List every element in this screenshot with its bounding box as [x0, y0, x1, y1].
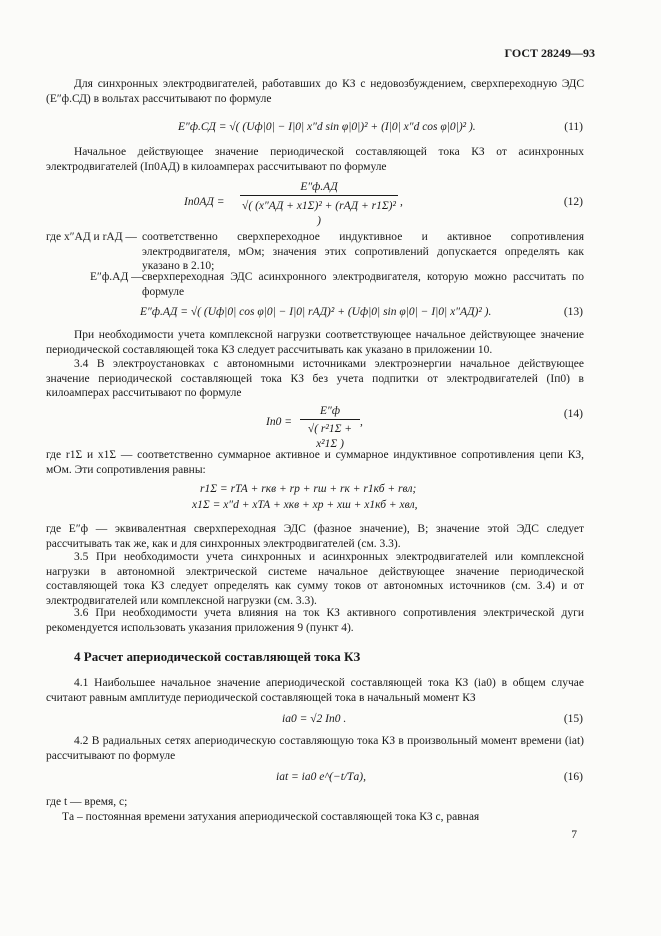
- paragraph-3-4: 3.4 В электроустановках с автономными источниками электроэнергии начальное действующее значение периодической составляющей тока КЗ без учета подпитки от электродвигателей (Iп0) в килоамперах рассчитывают по формуле: [46, 358, 584, 400]
- definition-xad-rad: [46, 230, 584, 274]
- definition-t: где t — время, с;: [46, 796, 128, 808]
- formula-11-number: (11): [564, 121, 583, 133]
- formula-14-numerator: E″ф: [320, 405, 340, 417]
- formula-15-body: iа0 = √2 Iп0 .: [282, 713, 347, 725]
- formula-12: [0, 180, 661, 230]
- formula-14: [0, 404, 661, 450]
- formula-12-number: (12): [563, 196, 583, 208]
- paragraph-4-1: 4.1 Наибольшее начальное значение апериодической составляющей тока КЗ (iа0) в общем случае считают равным амплитуде периодической составляющей тока в начальный момент КЗ: [46, 677, 584, 704]
- section-heading: 4 Расчет апериодической составляющей тока КЗ: [74, 649, 361, 664]
- formula-14-denominator: √( r²1Σ + x²1Σ ): [307, 423, 353, 450]
- paragraph-4-2: 4.2 В радиальных сетях апериодическую составляющую тока КЗ в произвольный момент времени (iаt) рассчитывают по формуле: [46, 735, 584, 762]
- equation-x1-body: x1Σ = x″d + xТА + xкв + xр + xш + x1кб + xвл,: [192, 499, 418, 511]
- fraction-bar: [300, 419, 360, 420]
- formula-11-body: E″ф.СД = √( (Uф|0| − I|0| x″d sin φ|0|)² + (I|0| x″d cos φ|0|)² ).: [178, 121, 476, 133]
- paragraph-r1-x1: где r1Σ и x1Σ — соответственно суммарное активное и суммарное индуктивное сопротивления цепи КЗ, мОм. Эти сопротивления равны:: [46, 449, 584, 476]
- formula-12-comma: ,: [400, 196, 403, 208]
- paragraph-async-current: Начальное действующее значение периодической составляющей тока КЗ от асинхронных электродвигателей (Iп0АД) в килоамперах рассчитывают по формуле: [46, 146, 584, 173]
- formula-16-body: iаt = iа0 e^(−t/Tа),: [276, 771, 367, 783]
- paragraph-3-5: 3.5 При необходимости учета синхронных и асинхронных электродвигателей или комплексной нагрузки в автономной электрической системе начальное действующее значение периодической составляющей тока КЗ следует определять как сумму токов от автономных источников (см. 3.4) и от электродвигателей или комплексной нагрузки (см. 3.3).: [46, 551, 584, 607]
- fraction-bar: [240, 195, 398, 196]
- page-header: ГОСТ 28249—93: [504, 46, 595, 60]
- definition-text: сверхпереходная ЭДС асинхронного электродвигателя, которую можно рассчитать по формуле: [142, 271, 584, 298]
- definition-ta: Tа – постоянная времени затухания апериодической составляющей тока КЗ с, равная: [62, 811, 480, 823]
- formula-14-comma: ,: [360, 416, 363, 428]
- paragraph-3-6: 3.6 При необходимости учета влияния на ток КЗ активного сопротивления электрической дуги рекомендуется использовать указания приложения 9 (пункт 4).: [46, 607, 584, 634]
- formula-12-lhs: Iп0АД =: [184, 196, 225, 208]
- formula-14-lhs: Iп0 =: [266, 416, 292, 428]
- definition-label: где x″АД и rАД —: [46, 231, 137, 243]
- definition-text: соответственно сверхпереходное индуктивное и активное сопротивления электродвигателя, мОм; значения этих сопротивлений допускается определять как указано в 2.10;: [142, 231, 584, 273]
- formula-12-denominator: √( (x″АД + x1Σ)² + (rАД + r1Σ)² ): [242, 200, 396, 227]
- formula-15-number: (15): [563, 713, 583, 725]
- paragraph-sync-motors: Для синхронных электродвигателей, работавших до КЗ с недовозбуждением, сверхпереходную ЭДС (E″ф.СД) в вольтах рассчитывают по формуле: [46, 78, 584, 105]
- formula-13-body: E″ф.АД = √( (Uф|0| cos φ|0| − I|0| rАД)² + (Uф|0| sin φ|0| − I|0| x″АД)² ).: [140, 306, 492, 318]
- paragraph-ef: где E″ф — эквивалентная сверхпереходная ЭДС (фазное значение), В; значение этой ЭДС следует рассчитывать так же, как и для синхронных электродвигателей (см. 3.3).: [46, 523, 584, 550]
- formula-14-number: (14): [563, 408, 583, 420]
- paragraph-complex-load: При необходимости учета комплексной нагрузки соответствующее начальное действующее значение периодической составляющей тока КЗ следует рассчитывать как указано в приложении 10.: [46, 329, 584, 356]
- formula-12-numerator: E″ф.АД: [300, 181, 338, 193]
- definition-ead: [46, 270, 584, 300]
- definition-label: E″ф.АД —: [90, 271, 143, 283]
- equation-r1-body: r1Σ = rТА + rкв + rр + rш + rк + r1кб + rвл;: [200, 483, 417, 495]
- formula-16-number: (16): [563, 771, 583, 783]
- page-number: 7: [571, 829, 577, 841]
- formula-13-number: (13): [563, 306, 583, 318]
